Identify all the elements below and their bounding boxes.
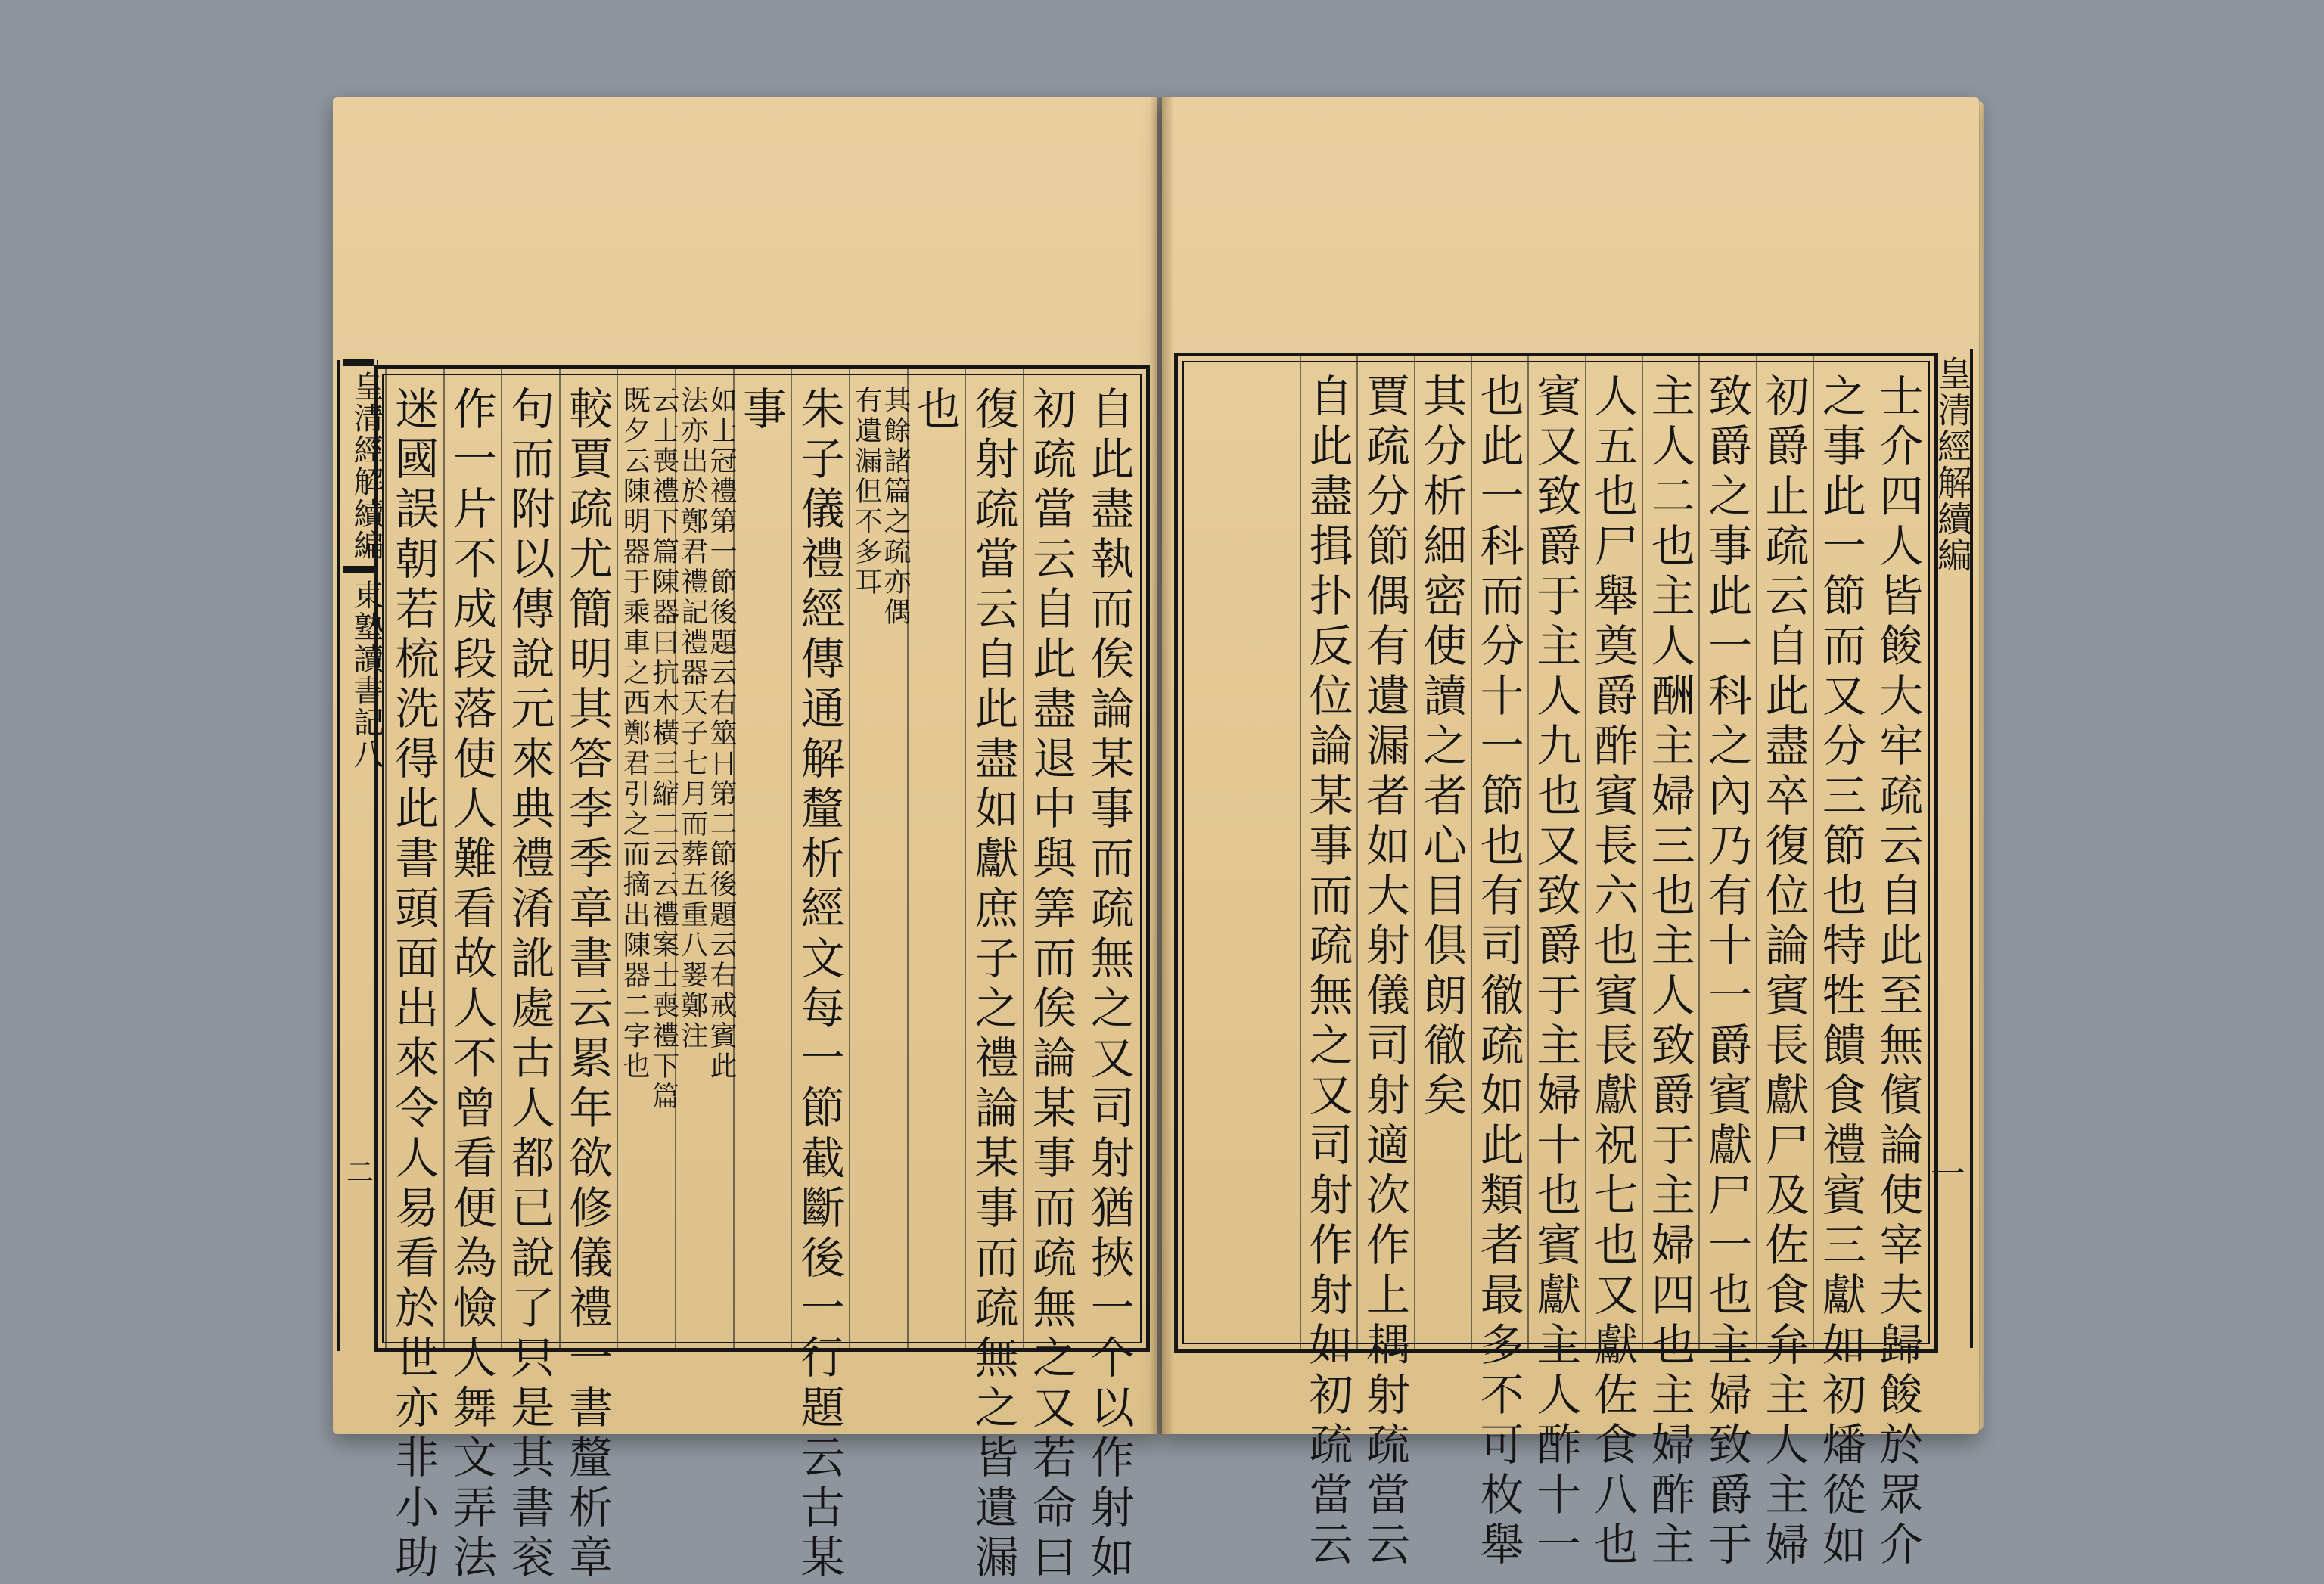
column-rule — [791, 369, 792, 1348]
column-rule — [617, 369, 618, 1348]
commentary-line: 其餘諸篇之疏亦偶 — [880, 386, 912, 628]
text-column: 其分析細密使讀之者心目俱朗徹矣 — [1415, 373, 1468, 1122]
text-column: 句而附以傳說元來典禮淆訛處古人都已說了只是其書衮 — [503, 386, 555, 1584]
text-column: 自此盡揖扑反位論某事而疏無之又司射作射如初疏當云 — [1301, 373, 1353, 1571]
text-column: 也 — [909, 386, 961, 436]
text-column: 也此一科而分十一節也有司徹疏如此類者最多不可枚舉 — [1472, 373, 1524, 1571]
left-page-book-title: 皇清經解續編 — [349, 371, 384, 561]
text-column: 自此盡執而俟論某事而疏無之又司射猶挾一个以作射如 — [1083, 386, 1135, 1584]
column-rule — [965, 369, 966, 1348]
text-column: 較賈疏尤簡明其答李季章書云累年欲修儀禮一書釐析章 — [561, 386, 614, 1584]
column-rule — [1813, 356, 1814, 1349]
right-page-book-title: 皇清經解續編 — [1932, 356, 1973, 573]
text-column: 朱子儀禮經傳通解釐析經文每一節截斷後一行題云古某 — [793, 386, 845, 1584]
column-rule — [1527, 356, 1529, 1349]
commentary-line: 云士喪禮下篇陳器曰抗木橫三縮二云云禮案士喪禮下篇 — [648, 386, 679, 1112]
column-rule — [501, 369, 502, 1348]
column-rule — [1023, 369, 1024, 1348]
text-column: 人五也尸舉奠爵酢賓長六也賓長獻祝七也又獻佐食八也 — [1586, 373, 1639, 1571]
commentary-line: 既夕云陳明器于乘車之西鄭君引之而摘出陳器二字也 — [619, 386, 651, 1082]
column-rule — [1756, 356, 1757, 1349]
left-page-folio: 二 — [346, 1157, 374, 1188]
fish-tail-mark — [343, 566, 374, 573]
column-rule — [1414, 356, 1415, 1349]
column-rule — [849, 369, 850, 1348]
text-column: 初疏當云自此盡退中與筭而俟論某事而疏無之又若命曰 — [1025, 386, 1077, 1584]
commentary-line: 法亦出於鄭君禮記禮器天子七月而葬五重八翣鄭注 — [676, 386, 708, 1051]
left-page-text-frame — [374, 365, 1150, 1584]
column-rule — [1642, 356, 1643, 1349]
text-column: 事 — [735, 386, 787, 436]
text-column: 主人二也主人酬主婦三也主人致爵于主婦四也主婦酢主 — [1643, 373, 1695, 1571]
text-column: 致爵之事此一科之內乃有十一爵賓獻尸一也主婦致爵于 — [1701, 373, 1753, 1571]
text-column: 作一片不成段落使人難看故人不曾看便為憸人舞文弄法 — [445, 386, 497, 1584]
text-column: 迷國誤朝若梳洗得此書頭面出來令人易看於世亦非小助 — [387, 386, 440, 1584]
column-rule — [1585, 356, 1586, 1349]
fish-tail-mark — [343, 359, 374, 366]
text-column: 之事此一節而又分三節也特牲饋食禮賓三獻如初燔從如 — [1814, 373, 1866, 1571]
commentary-line: 有遺漏但不多耳 — [850, 386, 882, 598]
column-rule — [1300, 356, 1301, 1349]
commentary-line: 如士冠禮第一節後題云右筮日第二節後題云右戒賓此 — [706, 386, 738, 1082]
text-column: 初爵止疏云自此盡卒復位論賓長獻尸及佐食弁主人主婦 — [1757, 373, 1810, 1571]
left-page-side-strip — [337, 360, 384, 1351]
book-gutter — [1150, 97, 1174, 1434]
text-column: 賓又致爵于主人九也又致爵于主婦十也賓獻主人酢十一 — [1530, 373, 1581, 1571]
text-column: 復射疏當云自此盡如獻庶子之禮論某事而疏無之皆遺漏 — [967, 386, 1019, 1584]
right-page-text-frame — [1174, 353, 1938, 1571]
right-page-folio: 一 — [1931, 1154, 1965, 1194]
column-rule — [1356, 356, 1358, 1349]
column-rule — [385, 369, 387, 1348]
column-rule — [559, 369, 561, 1348]
text-column: 賈疏分節偶有遺漏者如大射儀司射適次作上耦射疏當云 — [1358, 373, 1410, 1571]
column-rule — [443, 369, 445, 1348]
column-rule — [1698, 356, 1700, 1349]
text-column: 士介四人皆餕大牢疏云自此至無儐論使宰夫歸餕於眾介 — [1872, 373, 1924, 1571]
column-rule — [1471, 356, 1472, 1349]
left-page-section-title: 東塾讀書記八 — [349, 579, 384, 770]
